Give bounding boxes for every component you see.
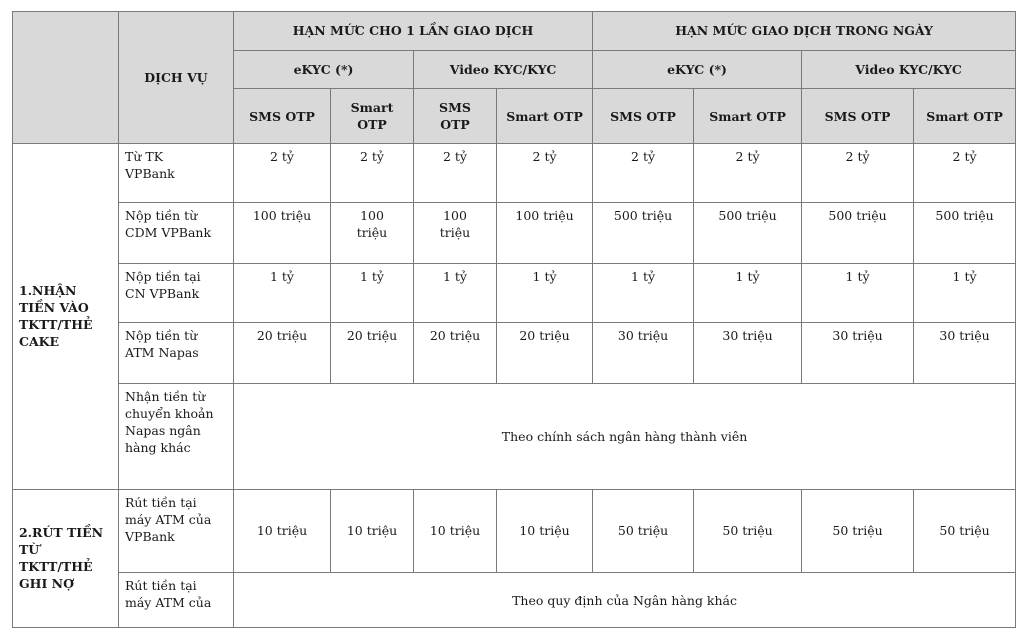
limit-cell: 30 triệu bbox=[593, 323, 694, 384]
group-receive-money: 1.NHẬN TIỀN VÀO TKTT/THẺ CAKE bbox=[13, 144, 119, 490]
table-row bbox=[13, 573, 1016, 628]
limit-cell: 500 triệu bbox=[914, 203, 1016, 264]
limit-cell: 100 triệu bbox=[497, 203, 593, 264]
service-cell: Nộp tiền tại CN VPBank bbox=[119, 264, 234, 323]
limit-cell: 2 tỷ bbox=[914, 144, 1016, 203]
header-smart-otp: Smart OTP bbox=[914, 89, 1016, 144]
merged-policy-cell: Theo chính sách ngân hàng thành viên bbox=[234, 384, 1016, 490]
table-row bbox=[13, 323, 1016, 384]
limit-cell: 20 triệu bbox=[414, 323, 497, 384]
header-ekyc-tx: eKYC (*) bbox=[234, 50, 414, 89]
limit-cell: 2 tỷ bbox=[802, 144, 914, 203]
header-smart-otp: Smart OTP bbox=[694, 89, 802, 144]
header-service: DỊCH VỤ bbox=[119, 12, 234, 144]
limit-cell: 20 triệu bbox=[234, 323, 331, 384]
table-row bbox=[13, 384, 1016, 490]
limit-cell: 30 triệu bbox=[694, 323, 802, 384]
limit-cell: 1 tỷ bbox=[414, 264, 497, 323]
limit-cell: 10 triệu bbox=[414, 489, 497, 572]
service-cell: Từ TK VPBank bbox=[119, 144, 234, 203]
table-row bbox=[13, 489, 1016, 572]
header-per-day: HẠN MỨC GIAO DỊCH TRONG NGÀY bbox=[593, 12, 1016, 51]
limit-cell: 20 triệu bbox=[331, 323, 414, 384]
limit-cell: 50 triệu bbox=[694, 489, 802, 572]
limit-cell: 500 triệu bbox=[802, 203, 914, 264]
header-per-transaction: HẠN MỨC CHO 1 LẦN GIAO DỊCH bbox=[234, 12, 593, 51]
limit-cell: 500 triệu bbox=[593, 203, 694, 264]
limit-cell: 2 tỷ bbox=[497, 144, 593, 203]
limit-cell: 2 tỷ bbox=[414, 144, 497, 203]
limit-cell: 500 triệu bbox=[694, 203, 802, 264]
limit-cell: 50 triệu bbox=[802, 489, 914, 572]
limit-cell: 2 tỷ bbox=[694, 144, 802, 203]
limit-cell: 1 tỷ bbox=[497, 264, 593, 323]
service-cell: Nộp tiền từ CDM VPBank bbox=[119, 203, 234, 264]
limit-cell: 30 triệu bbox=[914, 323, 1016, 384]
limit-cell: 100 triệu bbox=[331, 203, 414, 264]
limit-cell: 20 triệu bbox=[497, 323, 593, 384]
header-sms-otp: SMS OTP bbox=[234, 89, 331, 144]
limit-cell: 1 tỷ bbox=[331, 264, 414, 323]
limit-cell: 1 tỷ bbox=[914, 264, 1016, 323]
service-cell: Rút tiền tại máy ATM của bbox=[119, 573, 234, 628]
limit-cell: 1 tỷ bbox=[694, 264, 802, 323]
limit-cell: 1 tỷ bbox=[802, 264, 914, 323]
header-sms-otp: SMS OTP bbox=[593, 89, 694, 144]
header-sms-otp: SMS OTP bbox=[414, 89, 497, 144]
transaction-limits-table bbox=[12, 11, 1016, 628]
limit-cell: 10 triệu bbox=[497, 489, 593, 572]
limit-cell: 10 triệu bbox=[234, 489, 331, 572]
limit-cell: 100 triệu bbox=[414, 203, 497, 264]
limit-cell: 100 triệu bbox=[234, 203, 331, 264]
service-cell: Rút tiền tại máy ATM của VPBank bbox=[119, 489, 234, 572]
limit-cell: 30 triệu bbox=[802, 323, 914, 384]
header-sms-otp: SMS OTP bbox=[802, 89, 914, 144]
table-row bbox=[13, 203, 1016, 264]
header-smart-otp: Smart OTP bbox=[497, 89, 593, 144]
limit-cell: 2 tỷ bbox=[331, 144, 414, 203]
group-withdraw-money: 2.RÚT TIỀN TỪ TKTT/THẺ GHI NỢ bbox=[13, 489, 119, 627]
limit-cell: 50 triệu bbox=[593, 489, 694, 572]
limit-cell: 10 triệu bbox=[331, 489, 414, 572]
limit-cell: 1 tỷ bbox=[593, 264, 694, 323]
limit-cell: 2 tỷ bbox=[593, 144, 694, 203]
limit-cell: 2 tỷ bbox=[234, 144, 331, 203]
header-video-kyc-day: Video KYC/KYC bbox=[802, 50, 1016, 89]
merged-policy-cell: Theo quy định của Ngân hàng khác bbox=[234, 573, 1016, 628]
table-row bbox=[13, 144, 1016, 203]
header-blank bbox=[13, 12, 119, 144]
limit-cell: 50 triệu bbox=[914, 489, 1016, 572]
header-smart-otp: Smart OTP bbox=[331, 89, 414, 144]
table-row bbox=[13, 264, 1016, 323]
header-ekyc-day: eKYC (*) bbox=[593, 50, 802, 89]
limit-cell: 1 tỷ bbox=[234, 264, 331, 323]
service-cell: Nộp tiền từ ATM Napas bbox=[119, 323, 234, 384]
header-video-kyc-tx: Video KYC/KYC bbox=[414, 50, 593, 89]
service-cell: Nhận tiền từ chuyển khoản Napas ngân hàng khác bbox=[119, 384, 234, 490]
